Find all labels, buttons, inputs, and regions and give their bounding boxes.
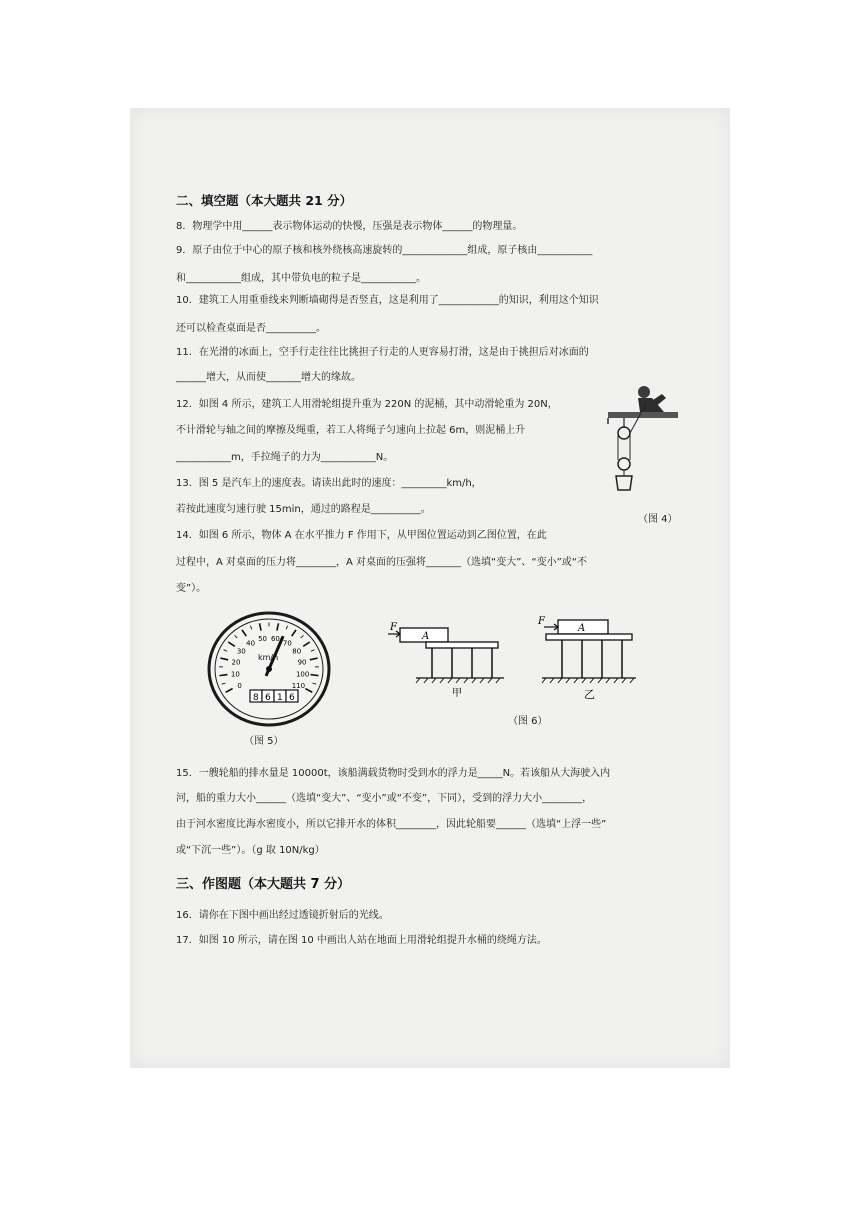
figure-5-speedometer	[206, 610, 336, 728]
question-14-line3: 变”）。	[176, 583, 207, 594]
speedometer-tick-label: 50	[258, 634, 268, 643]
question-13-line2: 若按此速度匀速行驶 15min，通过的路程是__________。	[176, 504, 431, 515]
exam-sheet	[130, 108, 730, 1068]
question-12-line1: 12．如图 4 所示，建筑工人用滑轮组提升重为 220N 的泥桶，其中动滑轮重为 20N，	[176, 399, 558, 410]
question-12-line2: 不计滑轮与轴之间的摩擦及绳重，若工人将绳子匀速向上拉起 6m，则泥桶上升	[176, 425, 526, 436]
figure-4-caption: （图 4）	[638, 514, 678, 525]
question-9-line1: 9．原子由位于中心的原子核和核外绕核高速旋转的_____________组成，原子核由___________	[176, 245, 593, 256]
speedometer-tick-label: 90	[297, 658, 307, 667]
odometer-digit: 8	[253, 693, 259, 703]
table-top	[426, 642, 498, 648]
speedometer-tick-label: 10	[230, 670, 240, 679]
speedometer-tick-label: 0	[237, 681, 242, 690]
speedometer-tick-label: 110	[291, 681, 306, 690]
force-f-label: F	[390, 622, 397, 633]
speedometer-tick-label: 60	[270, 634, 280, 643]
odometer-digit: 6	[265, 693, 271, 703]
figure-6-right-label: 乙	[584, 688, 595, 701]
speedometer-unit: km/h	[258, 653, 279, 662]
figure-6-left-label: 甲	[452, 688, 462, 699]
question-10-line2: 还可以检查桌面是否__________。	[176, 323, 326, 334]
figure-6-right-setup	[537, 616, 636, 701]
speedometer-tick	[220, 675, 228, 676]
question-15-line3: 由于河水密度比海水密度小，所以它排开水的体积________，因此轮船要______（选填“上浮一些”	[176, 819, 607, 830]
question-10-line1: 10．建筑工人用重垂线来判断墙砌得是否竖直，这是利用了____________的知识，利用这个知识	[176, 295, 599, 306]
speedometer-tick-label: 40	[246, 639, 256, 648]
section3-heading: 三、作图题（本大题共 7 分）	[176, 877, 351, 892]
question-11-line1: 11．在光滑的冰面上，空手行走往往比挑担子行走的人更容易打滑，这是由于挑担后对冰面的	[176, 347, 589, 358]
speedometer-tick-label: 70	[282, 639, 292, 648]
section2-heading: 二、填空题（本大题共 21 分）	[176, 193, 353, 208]
odometer-digit: 1	[277, 693, 283, 703]
speedometer-tick	[311, 675, 319, 676]
question-16: 16．请你在下图中画出经过透镜折射后的光线。	[176, 910, 389, 921]
question-13-line1: 13．图 5 是汽车上的速度表。请读出此时的速度：_________km/h，	[176, 478, 482, 489]
speedometer-tick-label: 80	[292, 647, 302, 656]
question-15-line2: 河，船的重力大小______（选填“变大”、“变小”或“不变”，下同），受到的浮力大小________，	[176, 793, 593, 804]
question-15-line1: 15．一艘轮船的排水量是 10000t，该船满载货物时受到水的浮力是_____N。若该船从大海驶入内	[176, 768, 611, 779]
figure-4-pulley-illustration	[600, 380, 680, 500]
question-12-line3: ___________m，手拉绳子的力为___________N。	[176, 452, 394, 463]
speedometer-tick-label: 30	[236, 647, 246, 656]
odometer-digit: 6	[289, 693, 295, 703]
question-17: 17．如图 10 所示，请在图 10 中画出人站在地面上用滑轮组提升水桶的绕绳方法。	[176, 935, 547, 946]
speedometer-tick-label: 20	[231, 658, 241, 667]
speedometer-tick-label: 100	[295, 670, 310, 679]
figure-6-caption: （图 6）	[508, 716, 548, 727]
figure-6-block-diagram	[386, 616, 646, 708]
odometer-display	[250, 690, 298, 703]
question-11-line2: ______增大，从而使_______增大的缘故。	[176, 372, 361, 383]
figure-6-left-setup	[388, 622, 504, 699]
question-14-line2: 过程中，A 对桌面的压力将________，A 对桌面的压强将_______（选填“变大”、“变小”或“不	[176, 557, 587, 568]
figure-5-caption: （图 5）	[244, 736, 284, 747]
block-a-label: A	[578, 623, 586, 634]
question-15-line4: 或“下沉一些”）。（g 取 10N/kg）	[176, 845, 325, 856]
block-a-label: A	[422, 631, 430, 642]
table-top	[546, 634, 632, 640]
question-9-line2: 和___________组成，其中带负电的粒子是___________。	[176, 273, 426, 284]
question-14-line1: 14．如图 6 所示，物体 A 在水平推力 F 作用下，从甲图位置运动到乙图位置，在此	[176, 530, 547, 541]
force-f-label: F	[538, 616, 545, 627]
question-8: 8．物理学中用______表示物体运动的快慢，压强是表示物体______的物理量。	[176, 221, 523, 232]
